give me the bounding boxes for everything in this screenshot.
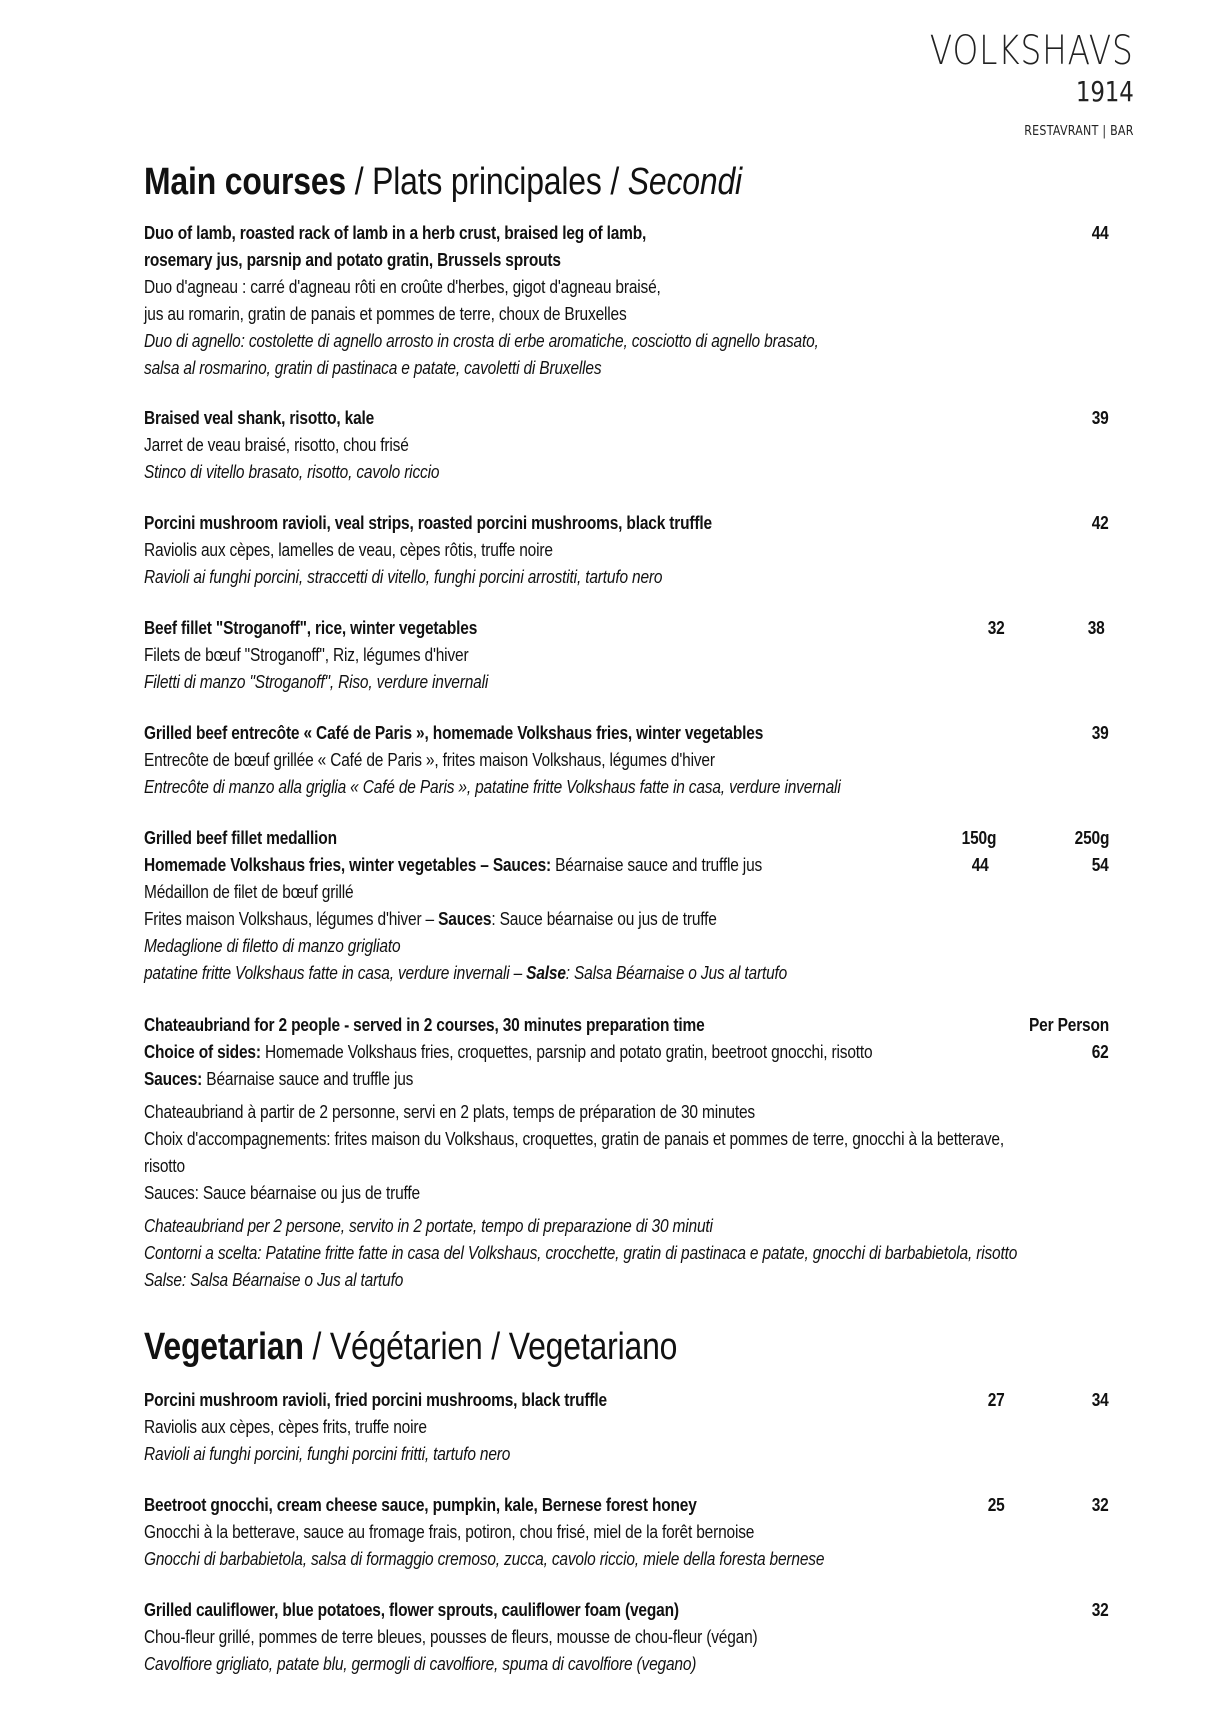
sauces-label: Sauces: [438, 909, 492, 929]
item-desc-fr: Entrecôte de bœuf grillée « Café de Paris », frites maison Volkshaus, légumes d'hiver: [144, 750, 715, 770]
item-price: 39: [1092, 723, 1109, 743]
title-separator: /: [482, 1326, 509, 1368]
item-price-small: 27: [988, 1390, 1005, 1410]
item-price-small: 32: [988, 618, 1005, 638]
item-price: 38: [1088, 618, 1105, 638]
sides-text: Homemade Volkshaus fries, croquettes, parsnip and potato gratin, beetroot gnocchi, risotto: [260, 1042, 873, 1062]
item-sides-en: [144, 1039, 974, 1066]
title-separator: /: [303, 1326, 330, 1368]
item-desc-fr: Chateaubriand à partir de 2 personne, servi en 2 plats, temps de préparation de 30 minutes: [144, 1102, 755, 1122]
logo-year: 1914: [1076, 75, 1134, 108]
menu-item-beetroot-gnocchi: [144, 1492, 1109, 1573]
sauces-label: Sauces:: [144, 1069, 203, 1089]
item-desc-fr: Raviolis aux cèpes, cèpes frits, truffe noire: [144, 1417, 427, 1437]
item-name-en: Beef fillet "Stroganoff", rice, winter vegetables: [144, 618, 478, 638]
item-name-en: Chateaubriand for 2 people - served in 2 courses, 30 minutes preparation time: [144, 1015, 705, 1035]
item-price: 39: [1092, 408, 1109, 428]
sides-text: patatine fritte Volkshaus fatte in casa, verdure invernali –: [144, 963, 527, 983]
item-desc-it: Duo di agnello: costolette di agnello arrosto in crosta di erbe aromatiche, cosciotto di agnello brasato,: [144, 331, 819, 351]
item-name-en: Duo of lamb, roasted rack of lamb in a herb crust, braised leg of lamb,: [144, 223, 647, 243]
menu-item-grilled-cauliflower: [144, 1597, 1109, 1678]
item-desc-it: Gnocchi di barbabietola, salsa di formaggio cremoso, zucca, cavolo riccio, miele della foresta bernese: [144, 1549, 825, 1569]
menu-item-porcini-ravioli-vegetarian: [144, 1387, 1109, 1468]
logo-name: VOLKSHAVS: [930, 28, 1134, 74]
item-desc-it: Ravioli ai funghi porcini, funghi porcini fritti, tartufo nero: [144, 1444, 511, 1464]
item-name-en: Grilled cauliflower, blue potatoes, flower sprouts, cauliflower foam (vegan): [144, 1600, 679, 1620]
item-desc-fr: Médaillon de filet de bœuf grillé: [144, 882, 354, 902]
item-desc-fr: Duo d'agneau : carré d'agneau rôti en croûte d'herbes, gigot d'agneau braisé,: [144, 277, 661, 297]
item-name-en: Braised veal shank, risotto, kale: [144, 408, 375, 428]
sides-text: : Salsa Béarnaise o Jus al tartufo: [565, 963, 788, 983]
size-label-small: 150g: [961, 828, 996, 848]
item-sauces-en: [144, 1066, 974, 1093]
item-desc-fr: Jarret de veau braisé, risotto, chou frisé: [144, 435, 409, 455]
logo: [885, 28, 1134, 139]
title-separator: /: [345, 161, 373, 203]
item-price: 62: [1092, 1042, 1109, 1062]
menu-item-chateaubriand: [144, 1012, 1109, 1294]
item-name-en: Porcini mushroom ravioli, veal strips, roasted porcini mushrooms, black truffle: [144, 513, 712, 533]
item-desc-fr: Choix d'accompagnements: frites maison du Volkshaus, croquettes, gratin de panais et pommes de terre, gnocchi à la betterave,: [144, 1129, 1004, 1149]
sides-label: Homemade Volkshaus fries, winter vegetables – Sauces:: [144, 855, 552, 875]
main-courses-title: [144, 160, 742, 204]
menu-item-duo-of-lamb: [144, 220, 1109, 382]
item-sides-it: [144, 960, 974, 987]
item-price: 34: [1092, 1390, 1109, 1410]
title-separator: /: [601, 161, 628, 203]
title-en: Vegetarian: [144, 1326, 304, 1368]
item-desc-fr: Chou-fleur grillé, pommes de terre bleues, pousses de fleurs, mousse de chou-fleur (végan): [144, 1627, 758, 1647]
item-price-small: 25: [988, 1495, 1005, 1515]
menu-item-braised-veal-shank: [144, 405, 1109, 486]
menu-item-beef-stroganoff: [144, 615, 1109, 696]
item-desc-fr: Sauces: Sauce béarnaise ou jus de truffe: [144, 1183, 420, 1203]
title-fr: Plats principales: [372, 161, 602, 203]
size-label-large: 250g: [1074, 828, 1109, 848]
title-it: Secondi: [627, 161, 742, 203]
item-desc-it: Contorni a scelta: Patatine fritte fatte in casa del Volkshaus, crocchette, gratin di pastinaca e patate, gnocchi di barbabietola, risotto: [144, 1243, 1018, 1263]
sauces-text: Béarnaise sauce and truffle jus: [202, 1069, 414, 1089]
item-price: 32: [1092, 1600, 1109, 1620]
vegetarian-title: [144, 1325, 677, 1369]
item-price: 54: [1092, 855, 1109, 875]
sides-label: Choice of sides:: [144, 1042, 261, 1062]
item-sides-en: [144, 852, 974, 879]
item-price: 32: [1092, 1495, 1109, 1515]
item-name-en: Beetroot gnocchi, cream cheese sauce, pumpkin, kale, Bernese forest honey: [144, 1495, 697, 1515]
item-desc-it: Salse: Salsa Béarnaise o Jus al tartufo: [144, 1270, 404, 1290]
item-desc-it: Cavolfiore grigliato, patate blu, germogli di cavolfiore, spuma di cavolfiore (vegano): [144, 1654, 697, 1674]
item-name-en: Grilled beef entrecôte « Café de Paris », homemade Volkshaus fries, winter vegetables: [144, 723, 764, 743]
item-desc-it: Chateaubriand per 2 persone, servito in 2 portate, tempo di preparazione di 30 minuti: [144, 1216, 713, 1236]
item-desc-it: Stinco di vitello brasato, risotto, cavolo riccio: [144, 462, 440, 482]
item-name-en: rosemary jus, parsnip and potato gratin, Brussels sprouts: [144, 250, 561, 270]
item-desc-it: Ravioli ai funghi porcini, straccetti di vitello, funghi porcini arrostiti, tartufo nero: [144, 567, 663, 587]
item-desc-fr: Gnocchi à la betterave, sauce au fromage frais, potiron, chou frisé, miel de la forêt bernoise: [144, 1522, 755, 1542]
item-desc-it: Filetti di manzo "Stroganoff", Riso, verdure invernali: [144, 672, 489, 692]
item-name-en: Grilled beef fillet medallion: [144, 828, 337, 848]
menu-item-beef-entrecote: [144, 720, 1109, 801]
title-fr: Végétarien: [329, 1326, 483, 1368]
item-desc-it: salsa al rosmarino, gratin di pastinaca e patate, cavoletti di Bruxelles: [144, 358, 602, 378]
title-it: Vegetariano: [508, 1326, 678, 1368]
item-desc-fr: Filets de bœuf "Stroganoff", Riz, légumes d'hiver: [144, 645, 469, 665]
item-price: 44: [1092, 223, 1109, 243]
title-en: Main courses: [144, 161, 346, 203]
sides-text: Béarnaise sauce and truffle jus: [551, 855, 763, 875]
item-price: 42: [1092, 513, 1109, 533]
item-desc-it: Medaglione di filetto di manzo grigliato: [144, 936, 401, 956]
per-person-label: Per Person: [1028, 1015, 1109, 1035]
item-desc-it: Entrecôte di manzo alla griglia « Café de Paris », patatine fritte Volkshaus fatte in casa, verdure invernali: [144, 777, 841, 797]
sauces-label: Salse: [526, 963, 566, 983]
item-name-en: Porcini mushroom ravioli, fried porcini mushrooms, black truffle: [144, 1390, 607, 1410]
menu-item-porcini-ravioli-veal: [144, 510, 1109, 591]
sides-text: Frites maison Volkshaus, légumes d'hiver –: [144, 909, 439, 929]
item-desc-fr: Raviolis aux cèpes, lamelles de veau, cèpes rôtis, truffe noire: [144, 540, 553, 560]
item-desc-fr: risotto: [144, 1156, 185, 1176]
item-price-small: 44: [972, 855, 989, 875]
item-sides-fr: [144, 906, 974, 933]
sides-text: : Sauce béarnaise ou jus de truffe: [491, 909, 717, 929]
logo-subtitle: RESTAVRANT | BAR: [1024, 124, 1134, 139]
menu-item-beef-fillet-medallion: [144, 825, 1109, 987]
item-desc-fr: jus au romarin, gratin de panais et pommes de terre, choux de Bruxelles: [144, 304, 627, 324]
